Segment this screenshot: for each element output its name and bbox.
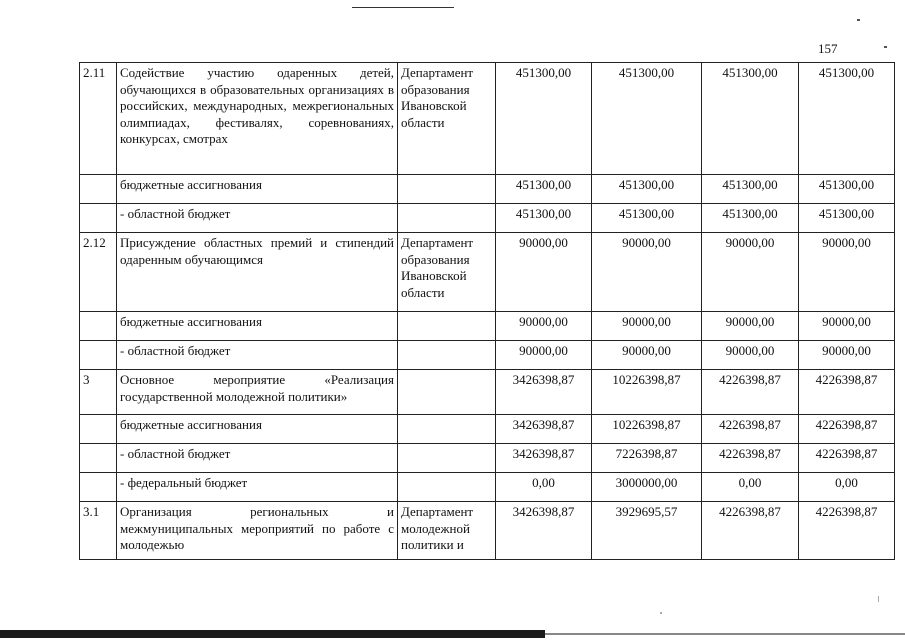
value-cell: 4226398,87: [702, 415, 799, 444]
row-executor: Департамент образования Ивановской области: [398, 63, 496, 175]
value-cell: 451300,00: [592, 204, 702, 233]
value-cell: 90000,00: [592, 341, 702, 370]
value-cell: 4226398,87: [702, 370, 799, 415]
row-code: 3: [80, 370, 117, 415]
row-executor: [398, 341, 496, 370]
table-row: [80, 63, 895, 175]
value-cell: 7226398,87: [592, 444, 702, 473]
row-code: [80, 204, 117, 233]
row-code: [80, 341, 117, 370]
value-cell: 451300,00: [702, 63, 799, 175]
value-cell: 451300,00: [799, 204, 895, 233]
row-executor: [398, 473, 496, 502]
row-executor: [398, 175, 496, 204]
value-cell: 0,00: [496, 473, 592, 502]
value-cell: 4226398,87: [799, 370, 895, 415]
value-cell: 4226398,87: [799, 502, 895, 560]
value-cell: 3000000,00: [592, 473, 702, 502]
row-description: - областной бюджет: [117, 341, 398, 370]
value-cell: 90000,00: [799, 341, 895, 370]
row-executor: [398, 415, 496, 444]
row-description: Основное мероприятие «Реализация государственной молодежной политики»: [117, 370, 398, 415]
value-cell: 3426398,87: [496, 502, 592, 560]
value-cell: 90000,00: [702, 341, 799, 370]
value-cell: 90000,00: [496, 233, 592, 312]
value-cell: 3929695,57: [592, 502, 702, 560]
scan-speck: [884, 46, 887, 48]
value-cell: 451300,00: [799, 63, 895, 175]
row-executor: Департамент образования Ивановской области: [398, 233, 496, 312]
value-cell: 10226398,87: [592, 370, 702, 415]
row-executor: [398, 204, 496, 233]
value-cell: 0,00: [799, 473, 895, 502]
row-code: 2.11: [80, 63, 117, 175]
budget-table: [79, 62, 895, 560]
row-description: бюджетные ассигнования: [117, 312, 398, 341]
value-cell: 0,00: [702, 473, 799, 502]
value-cell: 451300,00: [592, 63, 702, 175]
table-row: [80, 370, 895, 415]
row-code: [80, 312, 117, 341]
table-row: [80, 312, 895, 341]
row-description: - областной бюджет: [117, 444, 398, 473]
row-description: - федеральный бюджет: [117, 473, 398, 502]
table-row: [80, 175, 895, 204]
scan-edge-line: [545, 633, 905, 635]
value-cell: 4226398,87: [799, 415, 895, 444]
page-number: 157: [818, 41, 838, 56]
value-cell: 451300,00: [702, 175, 799, 204]
value-cell: 3426398,87: [496, 370, 592, 415]
row-code: [80, 473, 117, 502]
row-executor: [398, 444, 496, 473]
value-cell: 90000,00: [592, 233, 702, 312]
top-rule: [352, 7, 454, 8]
table-row: [80, 502, 895, 560]
row-executor: [398, 370, 496, 415]
value-cell: 90000,00: [592, 312, 702, 341]
value-cell: 4226398,87: [702, 502, 799, 560]
scan-speck: [857, 19, 860, 21]
value-cell: 3426398,87: [496, 444, 592, 473]
row-code: [80, 444, 117, 473]
table-row: [80, 444, 895, 473]
value-cell: 90000,00: [799, 312, 895, 341]
value-cell: 10226398,87: [592, 415, 702, 444]
value-cell: 90000,00: [702, 233, 799, 312]
value-cell: 90000,00: [496, 341, 592, 370]
value-cell: 451300,00: [799, 175, 895, 204]
row-code: [80, 415, 117, 444]
value-cell: 4226398,87: [702, 444, 799, 473]
value-cell: 3426398,87: [496, 415, 592, 444]
table-row: [80, 204, 895, 233]
row-code: [80, 175, 117, 204]
row-description: - областной бюджет: [117, 204, 398, 233]
value-cell: 90000,00: [496, 312, 592, 341]
scan-edge-shadow: [0, 630, 545, 638]
table-row: [80, 473, 895, 502]
scan-speck: [878, 596, 879, 602]
scan-speck: [660, 612, 662, 614]
value-cell: 451300,00: [592, 175, 702, 204]
row-executor: Департамент молодежной политики и: [398, 502, 496, 560]
value-cell: 90000,00: [702, 312, 799, 341]
table-row: [80, 415, 895, 444]
row-code: 3.1: [80, 502, 117, 560]
row-description: Организация региональных и межмуниципальных мероприятий по работе с молодежью: [117, 502, 398, 560]
row-description: бюджетные ассигнования: [117, 175, 398, 204]
row-code: 2.12: [80, 233, 117, 312]
row-executor: [398, 312, 496, 341]
table-row: [80, 341, 895, 370]
value-cell: 90000,00: [799, 233, 895, 312]
value-cell: 451300,00: [496, 175, 592, 204]
table-row: [80, 233, 895, 312]
row-description: Присуждение областных премий и стипендий одаренным обучающимся: [117, 233, 398, 312]
row-description: бюджетные ассигнования: [117, 415, 398, 444]
value-cell: 451300,00: [496, 204, 592, 233]
value-cell: 451300,00: [702, 204, 799, 233]
row-description: Содействие участию одаренных детей, обучающихся в образовательных организациях в российских, международных, межрегиональных олимпиадах, фестивалях, соревнованиях, конкурсах, смотрах: [117, 63, 398, 175]
value-cell: 4226398,87: [799, 444, 895, 473]
value-cell: 451300,00: [496, 63, 592, 175]
